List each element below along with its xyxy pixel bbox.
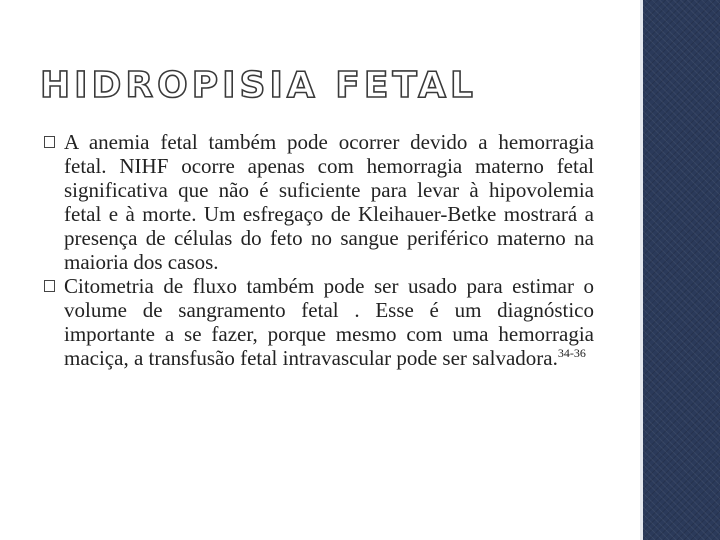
- slide-title: HIDROPISIA FETAL: [40, 65, 477, 106]
- bullet-text-body: Citometria de fluxo também pode ser usado para estimar o volume de sangramento fetal . Esse é um diagnóstico importante a se fazer, porque mesmo com uma hemorragia maciça, a transfusão fetal intravascular pode ser salvadora.: [64, 274, 594, 370]
- bullet-item: [44, 130, 594, 274]
- citation-superscript: 34-36: [557, 346, 586, 360]
- bullet-item: [44, 274, 594, 370]
- bullet-text: A anemia fetal também pode ocorrer devido a hemorragia fetal. NIHF ocorre apenas com hemorragia materno fetal significativa que não é suficiente para levar à hipovolemia fetal e à morte. Um esfregaço de Kleihauer-Betke mostrará a presença de células do feto no sangue periférico materno na maioria dos casos.: [64, 130, 594, 274]
- empty-square-icon: [44, 280, 55, 292]
- decorative-side-panel: [640, 0, 720, 540]
- bullet-list: [44, 130, 594, 370]
- bullet-text: [64, 274, 594, 370]
- side-panel-edge: [640, 0, 643, 540]
- empty-square-icon: [44, 136, 55, 148]
